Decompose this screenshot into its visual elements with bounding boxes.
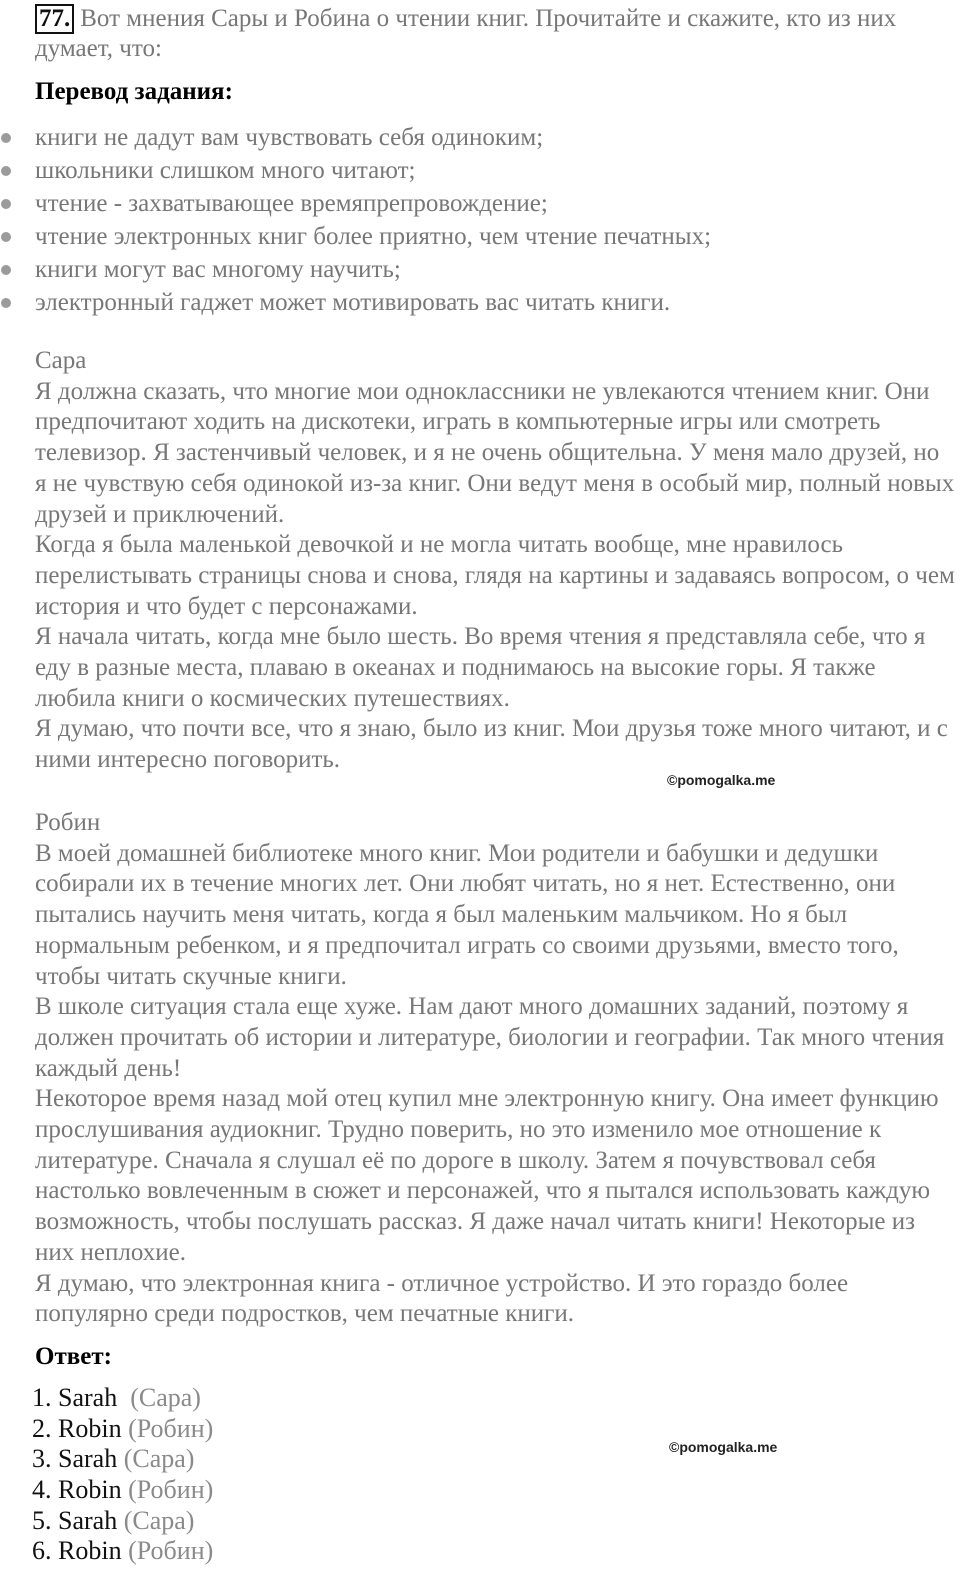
task-instruction: Вот мнения Сары и Робина о чтении книг. Прочитайте и скажите, кто из них думает, что: (35, 5, 897, 62)
task-number: 77. (35, 4, 74, 34)
sara-paragraph: Когда я была маленькой девочкой и не могла читать вообще, мне нравилось перелистывать страницы снова и снова, глядя на картины и задаваясь вопросом, о чем история и что будет с персонажами. (35, 531, 955, 620)
answer-item (32, 1444, 213, 1475)
robin-paragraph: Некоторое время назад мой отец купил мне электронную книгу. Она имеет функцию прослушивания аудиокниг. Трудно поверить, но это изменило мое отношение к литературе. Сначала я слушал её по дороге в школу. Затем я почувствовал себя настолько вовлеченным в сюжет и персонажей, что я пытался использовать каждую возможность, чтобы послушать рассказ. Я даже начал читать книги! Некоторые из них неплохие. (35, 1085, 939, 1266)
answer-russian: (Сара) (123, 1505, 195, 1535)
statement-text: чтение - захватывающее времяпрепровождение; (35, 190, 548, 217)
answer-item (32, 1414, 213, 1445)
answer-number: 4. (32, 1475, 52, 1505)
statement-item (0, 121, 711, 154)
bullet-icon (1, 265, 11, 275)
answer-russian: (Робин) (128, 1413, 214, 1443)
answer-item (32, 1475, 213, 1506)
sara-paragraph: Я начала читать, когда мне было шесть. Во время чтения я представляла себе, что я еду в разные места, плаваю в океанах и поднимаюсь на высокие горы. Я также любила книги о космических путешествиях. (35, 623, 926, 712)
bullet-icon (1, 166, 11, 176)
statement-text: электронный гаджет может мотивировать вас читать книги. (35, 289, 671, 316)
robin-paragraph: В моей домашней библиотеке много книг. Мои родители и бабушки и дедушки собирали их в течение многих лет. Они любят читать, но я нет. Естественно, они пытались научить меня читать, когда я был маленьким мальчиком. Но я был нормальным ребенком, и я предпочитал играть со своими друзьями, вместо того, чтобы читать скучные книги. (35, 839, 899, 990)
sara-paragraph: Я думаю, что почти все, что я знаю, было из книг. Мои друзья тоже много читают, и с ними интересно поговорить. (35, 715, 948, 774)
bullet-icon (1, 298, 11, 308)
robin-paragraph: В школе ситуация стала еще хуже. Нам дают много домашних заданий, поэтому я должен прочитать об истории и литературе, биологии и географии. Так много чтения каждый день! (35, 993, 945, 1082)
answer-number: 2. (32, 1413, 52, 1443)
watermark: ©pomogalka.me (667, 772, 776, 788)
sara-paragraph: Я должна сказать, что многие мои одноклассники не увлекаются чтением книг. Они предпочитают ходить на дискотеки, играть в компьютерные игры или смотреть телевизор. Я застенчивый человек, и я не очень общительна. У меня мало друзей, но я не чувствую себя одинокой из-за книг. Они ведут меня в особый мир, полный новых друзей и приключений. (35, 377, 955, 528)
answer-russian: (Робин) (128, 1475, 214, 1505)
answer-number: 3. (32, 1444, 52, 1474)
answer-russian: (Сара) (130, 1383, 201, 1412)
statement-item (0, 187, 711, 220)
robin-paragraph: Я думаю, что электронная книга - отличное устройство. И это гораздо более популярно среди подростков, чем печатные книги. (35, 1269, 849, 1328)
sara-opinion (35, 346, 955, 776)
translation-heading: Перевод задания: (35, 78, 233, 105)
statement-item (0, 220, 711, 253)
answer-item (32, 1383, 213, 1414)
robin-name: Робин (35, 809, 101, 836)
bullet-icon (1, 133, 11, 143)
answer-russian: (Робин) (128, 1536, 214, 1566)
answer-english: Sarah (58, 1505, 118, 1535)
answer-number: 6. (32, 1536, 52, 1566)
statement-item (0, 253, 711, 286)
answer-item (32, 1536, 213, 1567)
robin-opinion (35, 808, 955, 1330)
statement-list (0, 121, 711, 319)
statement-item (0, 286, 711, 319)
statement-text: школьники слишком много читают; (35, 157, 416, 184)
bullet-icon (1, 199, 11, 209)
answer-russian: (Сара) (123, 1444, 195, 1474)
answer-english: Sarah (58, 1444, 118, 1474)
answer-list (32, 1383, 213, 1567)
answer-number: 5. (32, 1505, 52, 1535)
answer-english: Robin (58, 1475, 122, 1505)
task-header (35, 4, 940, 64)
answer-heading: Ответ: (35, 1343, 112, 1370)
answer-english: Robin (58, 1413, 122, 1443)
watermark: ©pomogalka.me (669, 1439, 778, 1455)
statement-item (0, 154, 711, 187)
bullet-icon (1, 232, 11, 242)
answer-item (32, 1506, 213, 1537)
statement-text: чтение электронных книг более приятно, чем чтение печатных; (35, 223, 712, 250)
statement-text: книги не дадут вам чувствовать себя одиноким; (35, 124, 544, 151)
statement-text: книги могут вас многому научить; (35, 256, 401, 283)
answer-english: Robin (58, 1536, 122, 1566)
answer-english: Sarah (58, 1383, 118, 1412)
answer-number: 1. (32, 1383, 52, 1412)
sara-name: Сара (35, 347, 87, 374)
